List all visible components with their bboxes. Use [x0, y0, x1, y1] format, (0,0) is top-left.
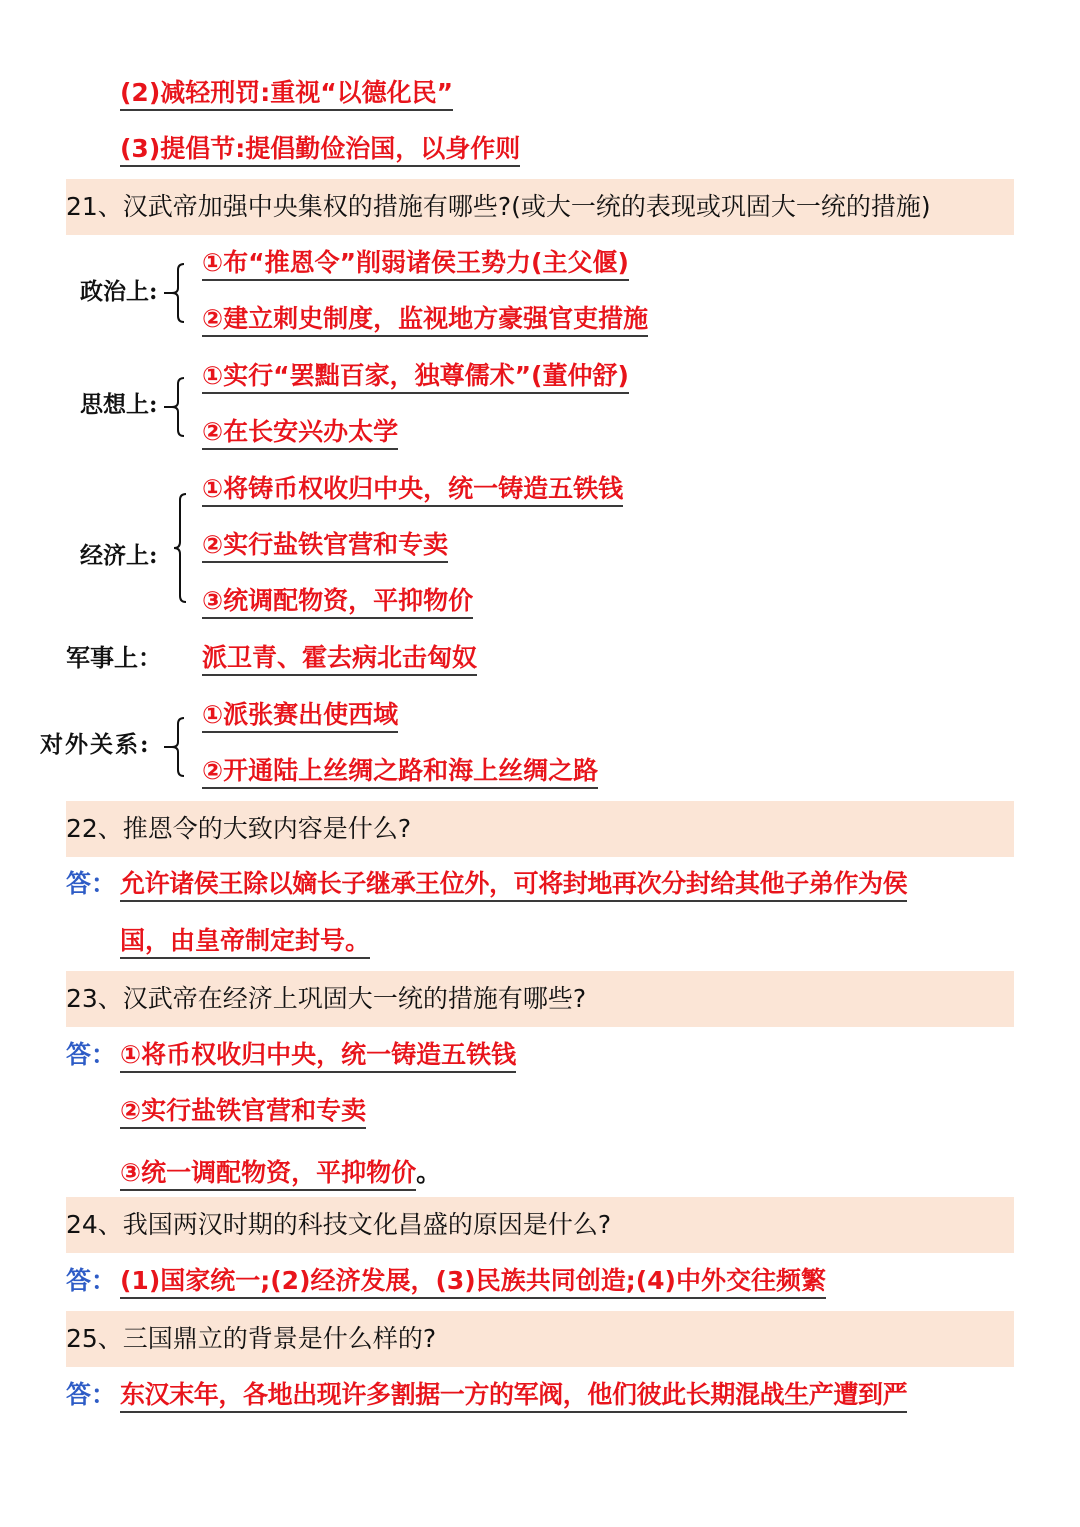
- answer-23-item-2: ②实行盐铁官营和专卖: [120, 1096, 366, 1129]
- answer-24-label: 答：: [66, 1266, 117, 1295]
- category-economy-label: 经济上:: [80, 542, 158, 569]
- foreign-item-1: ①派张赛出使西域: [202, 700, 398, 733]
- category-thought-label: 思想上:: [80, 391, 158, 418]
- category-foreign-label: 对外关系:: [40, 731, 151, 758]
- economy-item-3: ③统调配物资，平抑物价: [202, 586, 473, 619]
- answer-24-text: (1)国家统一;(2)经济发展，(3)民族共同创造;(4)中外交往频繁: [120, 1266, 826, 1299]
- answer-23-item-3: ③统一调配物资，平抑物价。: [120, 1153, 441, 1191]
- question-24-title: 24、我国两汉时期的科技文化昌盛的原因是什么?: [66, 1210, 612, 1239]
- top-line-1: (2)减轻刑罚:重视“以德化民”: [120, 78, 453, 111]
- question-25-title: 25、三国鼎立的背景是什么样的?: [66, 1324, 437, 1353]
- answer-22-line-1: 允许诸侯王除以嫡长子继承王位外，可将封地再次分封给其他子弟作为侯: [120, 869, 907, 902]
- category-military-label: 军事上：: [66, 644, 162, 672]
- thought-item-2: ②在长安兴办太学: [202, 417, 398, 450]
- politics-item-1: ①布“推恩令”削弱诸侯王势力(主父偃): [202, 248, 629, 281]
- question-23-title: 23、汉武帝在经济上巩固大一统的措施有哪些?: [66, 984, 587, 1013]
- military-item: 派卫青、霍去病北击匈奴: [202, 643, 477, 676]
- answer-23-label: 答：: [66, 1040, 117, 1069]
- thought-item-1: ①实行“罢黜百家，独尊儒术”(董仲舒): [202, 361, 629, 394]
- economy-item-2: ②实行盐铁官营和专卖: [202, 530, 448, 563]
- answer-25-text: 东汉末年，各地出现许多割据一方的军阀，他们彼此长期混战生产遭到严: [120, 1380, 907, 1413]
- top-line-2: (3)提倡节:提倡勤俭治国，以身作则: [120, 134, 520, 167]
- foreign-brace: [162, 716, 192, 778]
- answer-25-label: 答：: [66, 1380, 117, 1409]
- answer-22-line-2: 国，由皇帝制定封号。: [120, 926, 370, 959]
- answer-22-label: 答：: [66, 869, 117, 898]
- question-21-title: 21、汉武帝加强中央集权的措施有哪些?(或大一统的表现或巩固大一统的措施): [66, 192, 931, 221]
- answer-23-end-mark: 。: [416, 1158, 442, 1187]
- category-politics-label: 政治上:: [80, 278, 158, 305]
- thought-brace: [162, 376, 192, 438]
- politics-item-2: ②建立刺史制度，监视地方豪强官吏措施: [202, 304, 648, 337]
- politics-brace: [162, 262, 192, 324]
- economy-brace: [162, 492, 192, 604]
- question-22-title: 22、推恩令的大致内容是什么?: [66, 814, 412, 843]
- answer-23-item-1: ①将币权收归中央，统一铸造五铁钱: [120, 1040, 516, 1073]
- economy-item-1: ①将铸币权收归中央，统一铸造五铁钱: [202, 474, 623, 507]
- foreign-item-2: ②开通陆上丝绸之路和海上丝绸之路: [202, 756, 598, 789]
